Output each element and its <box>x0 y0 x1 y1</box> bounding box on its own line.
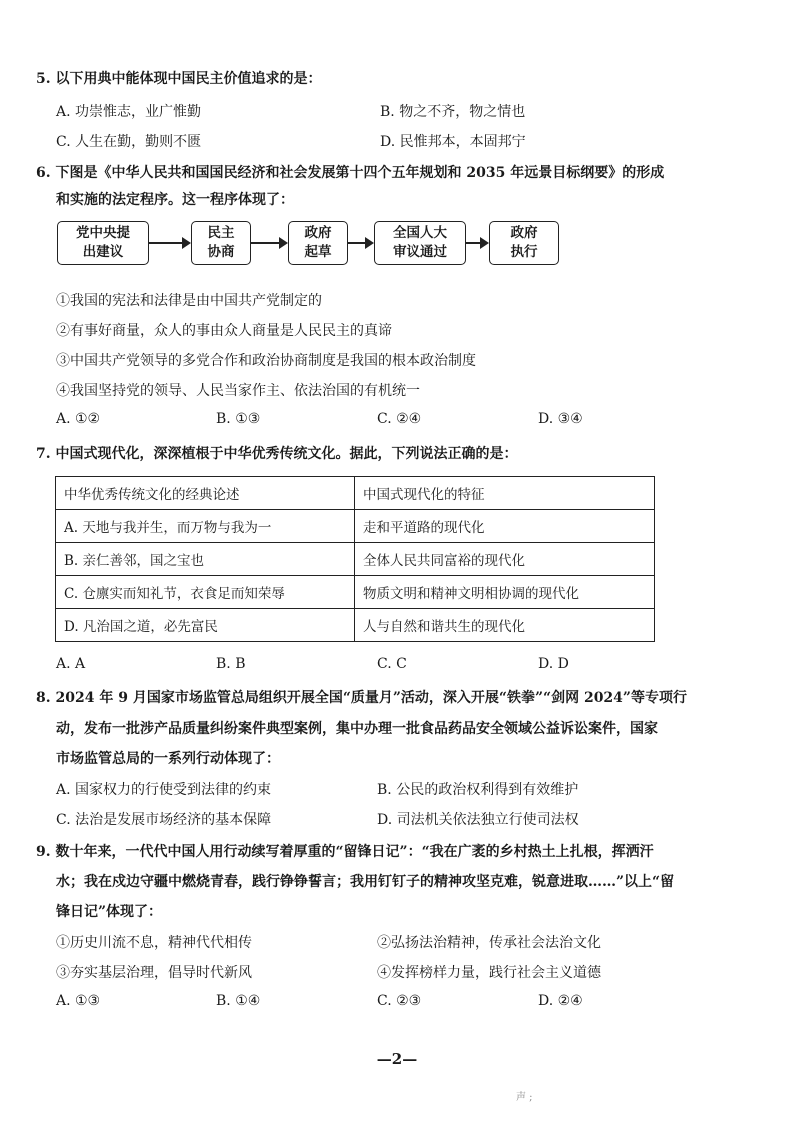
q9-statement-2: ②弘扬法治精神，传承社会法治文化 <box>377 935 601 951</box>
flow-arrow-3 <box>348 242 372 244</box>
table-row <box>56 609 655 642</box>
q5-option-c: C. 人生在勤，勤则不匮 <box>56 134 202 150</box>
footer-mark: 声 ; <box>516 1092 533 1103</box>
table-row <box>56 543 655 576</box>
q5-option-b: B. 物之不齐，物之情也 <box>380 104 526 120</box>
flow-arrow-2 <box>251 242 286 244</box>
q6-option-a: A. ①② <box>56 411 101 427</box>
table-cell: 人与自然和谐共生的现代化 <box>355 609 655 642</box>
table-row <box>56 510 655 543</box>
table-cell: C. 仓廪实而知礼节，衣食足而知荣辱 <box>56 576 355 609</box>
table-row <box>56 576 655 609</box>
q7-option-a: A. A <box>56 656 86 672</box>
q7-table <box>55 476 655 642</box>
q9-stem-line3: 锋日记”体现了： <box>56 904 163 920</box>
q8-stem-line2: 动，发布一批涉产品质量纠纷案件典型案例，集中办理一批食品药品安全领域公益诉讼案件，国家 <box>56 721 658 737</box>
q6-option-d: D. ③④ <box>538 411 583 427</box>
q6-option-b: B. ①③ <box>216 411 261 427</box>
table-cell: A. 天地与我并生，而万物与我为一 <box>56 510 355 543</box>
q5-option-d: D. 民惟邦本，本固邦宁 <box>380 134 526 150</box>
q7-option-d: D. D <box>538 656 569 672</box>
q7-option-c: C. C <box>377 656 407 672</box>
table-header-cell: 中国式现代化的特征 <box>355 477 655 510</box>
q8-option-d: D. 司法机关依法独立行使司法权 <box>377 812 579 828</box>
flow-box-4: 全国人大 审议通过 <box>374 221 466 265</box>
q6-stem-line1: 6. 下图是《中华人民共和国国民经济和社会发展第十四个五年规划和 2035 年远景目标纲要》的形成 <box>36 165 665 181</box>
q6-statement-3: ③中国共产党领导的多党合作和政治协商制度是我国的根本政治制度 <box>56 353 476 369</box>
table-header-cell: 中华优秀传统文化的经典论述 <box>56 477 355 510</box>
flow-arrow-1 <box>149 242 189 244</box>
q6-statement-4: ④我国坚持党的领导、人民当家作主、依法治国的有机统一 <box>56 383 420 399</box>
q5-stem: 5. 以下用典中能体现中国民主价值追求的是： <box>36 71 322 87</box>
table-cell: B. 亲仁善邻，国之宝也 <box>56 543 355 576</box>
q6-statement-2: ②有事好商量，众人的事由众人商量是人民民主的真谛 <box>56 323 392 339</box>
table-header-row <box>56 477 655 510</box>
flow-box-3: 政府 起草 <box>288 221 348 265</box>
q7-option-b: B. B <box>216 656 246 672</box>
flow-box-5: 政府 执行 <box>489 221 559 265</box>
q8-stem-line3: 市场监管总局的一系列行动体现了： <box>56 751 280 767</box>
q9-option-c: C. ②③ <box>377 993 422 1009</box>
flow-box-2: 民主 协商 <box>191 221 251 265</box>
table-cell: D. 凡治国之道，必先富民 <box>56 609 355 642</box>
q6-statement-1: ①我国的宪法和法律是由中国共产党制定的 <box>56 293 322 309</box>
q8-stem-line1: 8. 2024 年 9 月国家市场监管总局组织开展全国“质量月”活动，深入开展“铁拳”“剑网 2024”等专项行 <box>36 690 687 706</box>
q9-option-b: B. ①④ <box>216 993 261 1009</box>
q9-statement-4: ④发挥榜样力量，践行社会主义道德 <box>377 965 601 981</box>
q9-statement-1: ①历史川流不息，精神代代相传 <box>56 935 252 951</box>
flow-arrow-4 <box>466 242 487 244</box>
q6-stem-line2: 和实施的法定程序。这一程序体现了： <box>56 192 294 208</box>
table-cell: 物质文明和精神文明相协调的现代化 <box>355 576 655 609</box>
q9-stem-line2: 水；我在戍边守疆中燃烧青春，践行铮铮誓言；我用钉钉子的精神攻坚克难，锐意进取……”以上“留 <box>56 874 675 890</box>
q8-option-b: B. 公民的政治权利得到有效维护 <box>377 782 579 798</box>
q9-option-d: D. ②④ <box>538 993 583 1009</box>
q9-option-a: A. ①③ <box>56 993 101 1009</box>
table-cell: 走和平道路的现代化 <box>355 510 655 543</box>
q9-statement-3: ③夯实基层治理，倡导时代新风 <box>56 965 252 981</box>
flow-box-1: 党中央提 出建议 <box>57 221 149 265</box>
page-number: —2— <box>376 1050 418 1068</box>
q8-option-a: A. 国家权力的行使受到法律的约束 <box>56 782 272 798</box>
q8-option-c: C. 法治是发展市场经济的基本保障 <box>56 812 272 828</box>
q6-flowchart <box>57 221 657 269</box>
table-cell: 全体人民共同富裕的现代化 <box>355 543 655 576</box>
q7-stem: 7. 中国式现代化，深深植根于中华优秀传统文化。据此，下列说法正确的是： <box>36 446 518 462</box>
q9-stem-line1: 9. 数十年来，一代代中国人用行动续写着厚重的“留锋日记”：“我在广袤的乡村热土上扎根，挥洒汗 <box>36 844 654 860</box>
q5-option-a: A. 功崇惟志，业广惟勤 <box>56 104 202 120</box>
q6-option-c: C. ②④ <box>377 411 422 427</box>
